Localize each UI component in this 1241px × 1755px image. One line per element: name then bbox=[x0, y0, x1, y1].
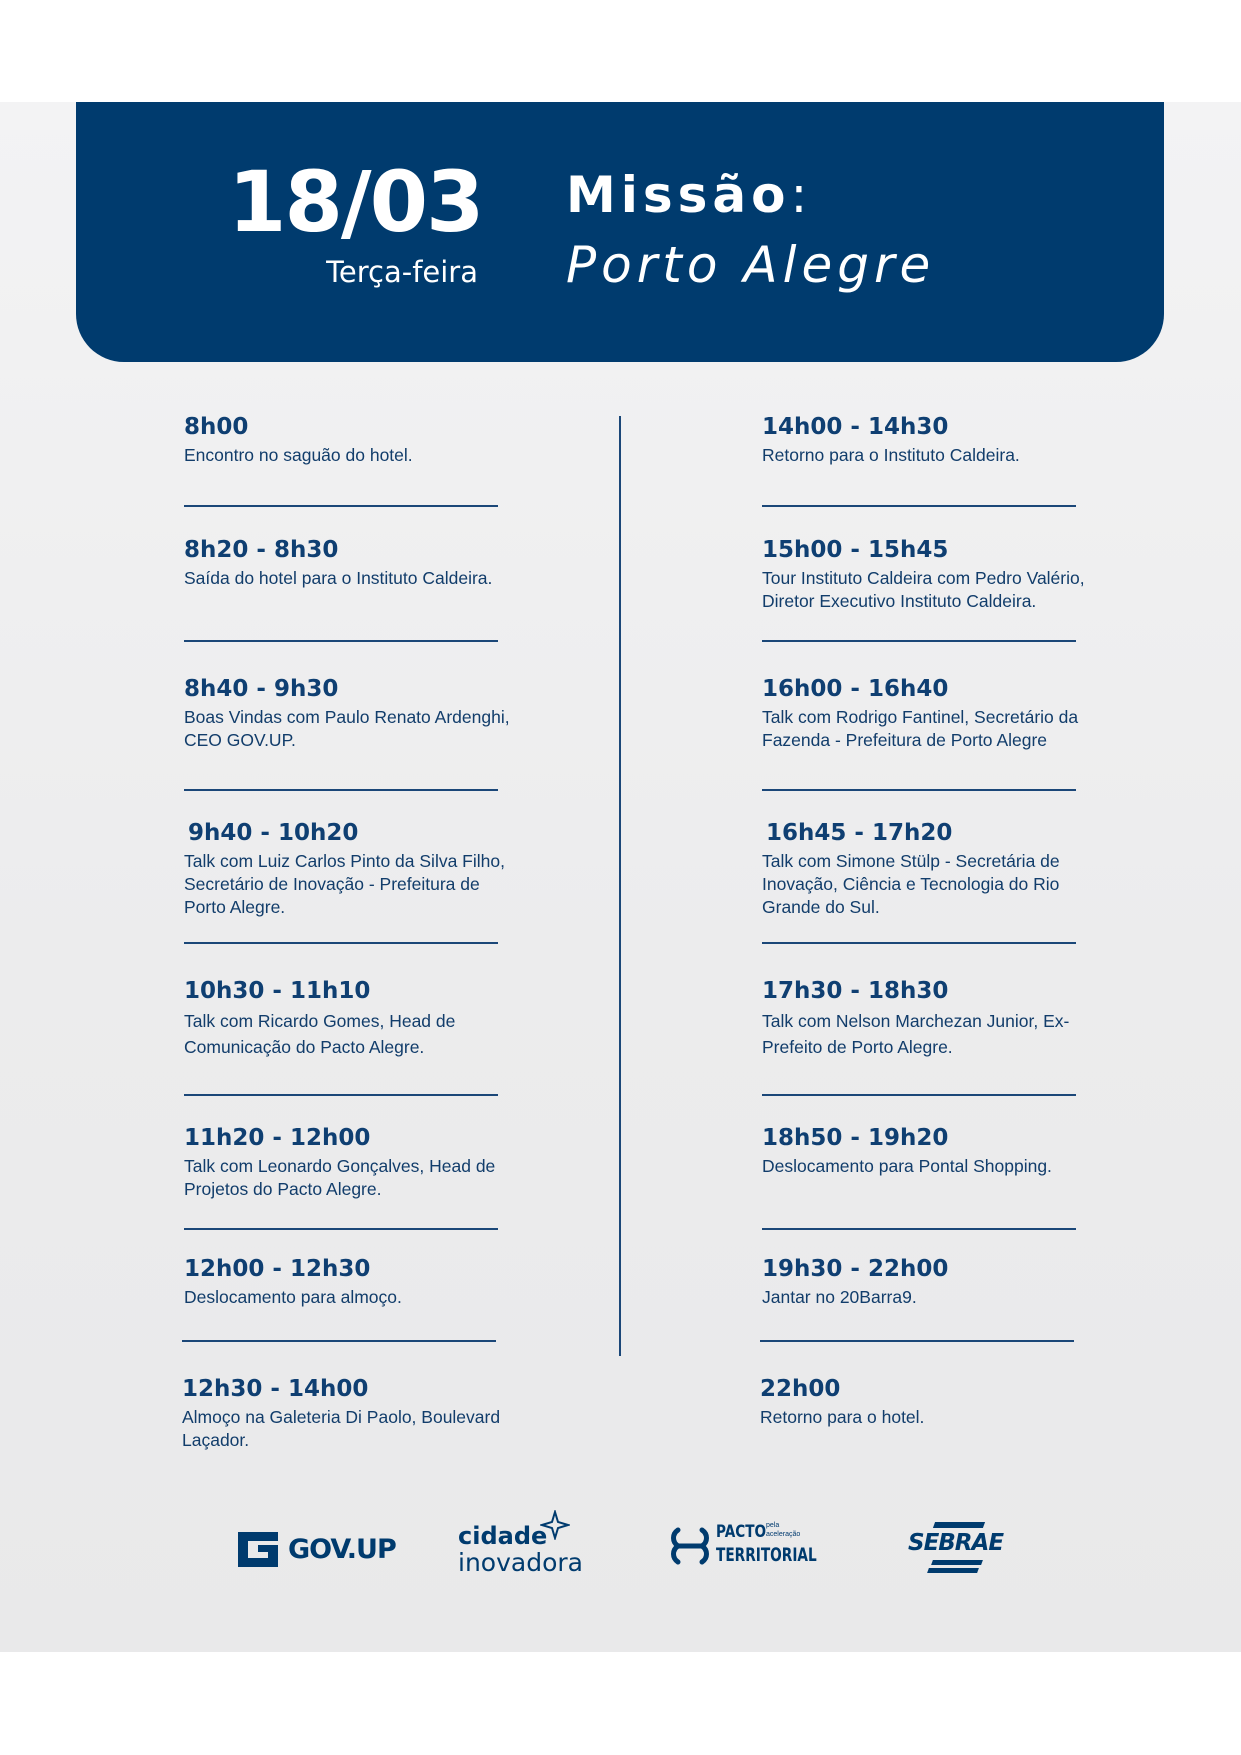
govup-mark-icon bbox=[236, 1530, 280, 1568]
schedule-time: 12h00 - 12h30 bbox=[184, 1256, 371, 1282]
schedule-time: 22h00 bbox=[760, 1376, 841, 1402]
schedule-time: 12h30 - 14h00 bbox=[182, 1376, 369, 1402]
schedule-description: Talk com Ricardo Gomes, Head de Comunicação do Pacto Alegre. bbox=[184, 1011, 456, 1058]
pacto-territorial-logo bbox=[670, 1520, 820, 1576]
schedule-item bbox=[762, 978, 1092, 1060]
sparkle-icon bbox=[540, 1510, 570, 1540]
schedule-time: 14h00 - 14h30 bbox=[762, 414, 949, 440]
cidade-inovadora-logo bbox=[458, 1516, 588, 1586]
schedule-description: Almoço na Galeteria Di Paolo, Boulevard Laçador. bbox=[182, 1407, 501, 1451]
schedule-item bbox=[182, 1376, 512, 1452]
pacto-text: PACTO bbox=[716, 1522, 767, 1542]
sebrae-logo bbox=[908, 1522, 1008, 1574]
schedule-item bbox=[184, 537, 514, 590]
sponsor-logos bbox=[0, 1500, 1241, 1610]
schedule-time: 8h20 - 8h30 bbox=[184, 537, 339, 563]
schedule-description: Retorno para o Instituto Caldeira. bbox=[762, 445, 1020, 466]
sebrae-bar-bottom bbox=[927, 1568, 979, 1573]
schedule-separator bbox=[760, 1340, 1074, 1342]
schedule-item bbox=[184, 978, 514, 1060]
schedule-separator bbox=[762, 1094, 1076, 1096]
schedule-description: Boas Vindas com Paulo Renato Ardenghi, CEO GOV.UP. bbox=[184, 707, 510, 751]
schedule-item bbox=[762, 1125, 1092, 1178]
schedule-time: 8h00 bbox=[184, 414, 249, 440]
schedule-item bbox=[762, 414, 1092, 467]
schedule-item bbox=[184, 1256, 514, 1309]
schedule-separator bbox=[762, 942, 1076, 944]
schedule-description: Talk com Nelson Marchezan Junior, Ex-Prefeito de Porto Alegre. bbox=[762, 1011, 1070, 1058]
schedule-item bbox=[184, 1125, 514, 1201]
mission-city: Porto Alegre bbox=[566, 236, 936, 294]
schedule-time: 11h20 - 12h00 bbox=[184, 1125, 371, 1151]
schedule-time: 10h30 - 11h10 bbox=[184, 978, 371, 1004]
schedule-separator bbox=[184, 1228, 498, 1230]
schedule-time: 16h45 - 17h20 bbox=[766, 820, 953, 846]
schedule-description: Saída do hotel para o Instituto Caldeira. bbox=[184, 568, 493, 589]
sebrae-bar-top bbox=[933, 1522, 985, 1528]
schedule-separator bbox=[184, 789, 498, 791]
pacto-small-aceleracao: aceleração bbox=[766, 1531, 801, 1538]
schedule-description: Talk com Simone Stülp - Secretária de Inovação, Ciência e Tecnologia do Rio Grande do Sul. bbox=[762, 851, 1060, 918]
schedule-separator bbox=[762, 505, 1076, 507]
schedule-time: 8h40 - 9h30 bbox=[184, 676, 339, 702]
sebrae-bar-mid bbox=[931, 1560, 983, 1565]
inovadora-text: inovadora bbox=[458, 1548, 583, 1577]
schedule-description: Deslocamento para Pontal Shopping. bbox=[762, 1156, 1052, 1177]
schedule-item bbox=[184, 414, 514, 467]
mission-label: Missão bbox=[566, 166, 791, 224]
schedule-separator bbox=[762, 640, 1076, 642]
pacto-small-pela: pela bbox=[766, 1522, 780, 1529]
event-date: 18/03 bbox=[228, 153, 483, 251]
schedule-time: 17h30 - 18h30 bbox=[762, 978, 949, 1004]
schedule-description: Talk com Leonardo Gonçalves, Head de Projetos do Pacto Alegre. bbox=[184, 1156, 496, 1200]
schedule-description: Jantar no 20Barra9. bbox=[762, 1287, 917, 1308]
event-weekday: Terça-feira bbox=[326, 255, 478, 289]
schedule-time: 16h00 - 16h40 bbox=[762, 676, 949, 702]
schedule-separator bbox=[762, 1228, 1076, 1230]
schedule-separator bbox=[184, 1094, 498, 1096]
schedule-description: Talk com Luiz Carlos Pinto da Silva Filho, Secretário de Inovação - Prefeitura de Porto Alegre. bbox=[184, 851, 505, 918]
schedule-item bbox=[184, 676, 514, 752]
schedule-time: 9h40 - 10h20 bbox=[188, 820, 359, 846]
territorial-text: TERRITORIAL bbox=[716, 1544, 817, 1566]
mission-colon: : bbox=[790, 166, 808, 224]
schedule-separator bbox=[182, 1340, 496, 1342]
schedule-separator bbox=[184, 640, 498, 642]
sebrae-wordmark: SEBRAE bbox=[908, 1530, 1004, 1556]
mission-title bbox=[566, 166, 808, 224]
govup-logo bbox=[236, 1530, 396, 1570]
schedule-time: 19h30 - 22h00 bbox=[762, 1256, 949, 1282]
pacto-mark-icon bbox=[670, 1524, 710, 1568]
schedule-description: Tour Instituto Caldeira com Pedro Valério, Diretor Executivo Instituto Caldeira. bbox=[762, 568, 1085, 612]
schedule-description: Deslocamento para almoço. bbox=[184, 1287, 402, 1308]
govup-wordmark: GOV.UP bbox=[288, 1534, 396, 1565]
schedule-item bbox=[762, 537, 1092, 613]
schedule-time: 18h50 - 19h20 bbox=[762, 1125, 949, 1151]
schedule-item bbox=[184, 820, 514, 919]
schedule-item bbox=[762, 820, 1092, 919]
schedule-item bbox=[760, 1376, 1090, 1429]
column-divider bbox=[619, 416, 621, 1356]
schedule-time: 15h00 - 15h45 bbox=[762, 537, 949, 563]
schedule-separator bbox=[184, 505, 498, 507]
schedule-separator bbox=[762, 789, 1076, 791]
schedule-item bbox=[762, 676, 1092, 752]
schedule-item bbox=[762, 1256, 1092, 1309]
schedule-description: Talk com Rodrigo Fantinel, Secretário da Fazenda - Prefeitura de Porto Alegre bbox=[762, 707, 1079, 751]
schedule-description: Encontro no saguão do hotel. bbox=[184, 445, 413, 466]
schedule-description: Retorno para o hotel. bbox=[760, 1407, 925, 1428]
cidade-text: cidade bbox=[458, 1522, 548, 1550]
schedule-separator bbox=[184, 942, 498, 944]
